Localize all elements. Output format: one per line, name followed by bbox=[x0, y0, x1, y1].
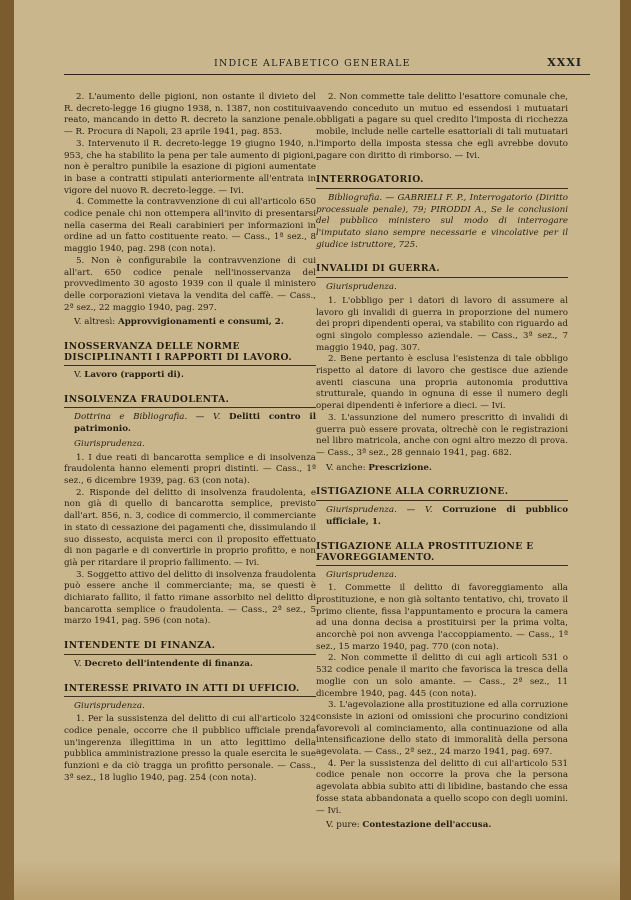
book-page bbox=[14, 0, 620, 900]
entry-paragraph: 2. Risponde del delitto di insolvenza fraudolenta, e non già di quello di bancarotta semplice, previsto dall'art. 856, n. 3, codice di commercio, il commerciante in stato di cessazione dei pagamenti che, dissimulando il suo dissesto, acquista merci con il proposito effettuato di non pagarle e di convertirle in proprio profitto, e non già per ritardare il proprio fallimento. — Ivi. bbox=[64, 487, 316, 568]
entry-paragraph: 2. Non commette tale delitto l'esattore comunale che, avendo conceduto un mutuo ed essendosi i mutuatari obbligati a pagare su quel credito l'imposta di ricchezza mobile, include nelle cartelle esattoriali di tali mutuatari l'importo della imposta stessa che egli avrebbe dovuto pagare con diritto di rimborso. — Ivi. bbox=[316, 92, 568, 161]
entry-paragraph: 4. Commette la contravvenzione di cui all'articolo 650 codice penale chi non ottempera all'invito di presentarsi nella caserma dei Reali carabinieri per informazioni in ordine ad un fatto costituente reato. — Cass., 1ª sez., 8 maggio 1940, pag. 298 (con nota). bbox=[64, 197, 316, 255]
section-heading: ISTIGAZIONE ALLA CORRUZIONE. bbox=[316, 486, 568, 501]
running-header bbox=[64, 56, 590, 75]
cross-reference: V. Lavoro (rapporti di). bbox=[74, 370, 184, 381]
section-heading: ISTIGAZIONE ALLA PROSTITUZIONE E FAVOREGGIAMENTO. bbox=[316, 541, 568, 566]
subheading: Giurisprudenza. bbox=[74, 700, 145, 711]
entry-paragraph: 1. Commette il delitto di favoreggiamento alla prostituzione, e non già soltanto tentativo, chi, trovato il primo cliente, fissa l'appuntamento e procura la camera ad una donna decisa a prostituirsi per la prima volta, ancorchè poi non avvenga l'accoppiamento. — Cass., 1ª sez., 15 marzo 1940, pag. 770 (con nota). bbox=[316, 583, 568, 652]
entry-paragraph: 3. Soggetto attivo del delitto di insolvenza fraudolenta può essere anche il commerciante; ma, se questi è dichiarato fallito, il fatto rimane assorbito nel delitto di bancarotta semplice o fraudolenta. — Cass., 2ª sez., 5 marzo 1941, pag. 596 (con nota). bbox=[64, 569, 317, 627]
entry-paragraph: 2. Bene pertanto è esclusa l'esistenza di tale obbligo rispetto al datore di lavoro che gestisce due aziende aventi ciascuna una propria autonomia produttiva strutturale, quando in ognuna di esse il numero degli operai dipendenti è inferiore a dieci. — Ivi. bbox=[316, 354, 568, 412]
header-title: INDICE ALFABETICO GENERALE bbox=[214, 58, 411, 69]
entry-paragraph: 4. Per la sussistenza del delitto di cui all'articolo 531 codice penale non occorre la prova che la persona agevolata abbia subito atti di libidine, bastando che essa fosse stata abbandonata a quello scopo con degli uomini. — Ivi. bbox=[316, 758, 568, 816]
cross-reference: V. pure: Contestazione dell'accusa. bbox=[326, 820, 492, 831]
section-heading: INOSSERVANZA DELLE NORME DISCIPLINANTI I RAPPORTI DI LAVORO. bbox=[64, 341, 316, 366]
cross-reference: V. anche: Prescrizione. bbox=[326, 462, 432, 473]
entry-paragraph: 1. L'obbligo per i datori di lavoro di assumere al lavoro gli invalidi di guerra in proporzione del numero dei propri dipendenti operai, va stabilito con riguardo ad ogni singolo complesso aziendale. — Cass., 3ª sez., 7 maggio 1940, pag. 307. bbox=[316, 295, 568, 353]
entry-paragraph: 3. Intervenuto il R. decreto-legge 19 giugno 1940, n. 953, che ha stabilito la pena per tale aumento di pigioni, non è peraltro punibile la esazione di pigioni aumentate in base a contratti stipulati anteriormente all'entrata in vigore del nuovo R. decreto-legge. — Ivi. bbox=[64, 138, 316, 196]
left-column bbox=[64, 92, 316, 784]
subheading: Giurisprudenza. bbox=[326, 569, 397, 580]
cross-reference: V. altresì: Approvvigionamenti e consumi, 2. bbox=[74, 317, 284, 328]
entry-paragraph: 5. Non è configurabile la contravvenzione di cui all'art. 650 codice penale nell'inosservanza del provvedimento 30 agosto 1939 con il quale il ministero delle corporazioni vietava la vendita del caffè. — Cass., 2ª sez., 22 maggio 1940, pag. 297. bbox=[64, 255, 316, 313]
cross-reference: Giurisprudenza. — V. Corruzione di pubblico ufficiale, 1. bbox=[326, 505, 568, 527]
entry-paragraph: 2. L'aumento delle pigioni, non ostante il divieto del R. decreto-legge 16 giugno 1938, n. 1387, non costituiva reato, mancando in detto R. decreto la sanzione penale. — R. Procura di Napoli, 23 aprile 1941, pag. 853. bbox=[64, 92, 316, 138]
section-heading: INTENDENTE DI FINANZA. bbox=[64, 640, 316, 655]
entry-paragraph: 3. L'agevolazione alla prostituzione ed alla corruzione consiste in azioni od omissioni che procurino condizioni favorevoli al cominciamento, alla continuazione od alla intensificazione dello stato di immoralità della persona agevolata. — Cass., 2ª sez., 24 marzo 1941, pag. 697. bbox=[316, 700, 568, 758]
page-number: XXXI bbox=[547, 56, 582, 69]
section-heading: INTERROGATORIO. bbox=[316, 174, 568, 189]
right-column bbox=[316, 92, 568, 832]
subheading: Giurisprudenza. bbox=[74, 438, 145, 449]
section-heading: INTERESSE PRIVATO IN ATTI DI UFFICIO. bbox=[64, 683, 316, 697]
entry-paragraph: 2. Non commette il delitto di cui agli articoli 531 o 532 codice penale il marito che favorisca la tresca della moglie con un solo amante. — Cass., 2ª sez., 11 dicembre 1940, pag. 445 (con nota). bbox=[316, 653, 568, 699]
bibliography-text: Bibliografia. — GABRIELI F. P., Interrogatorio (Diritto processuale penale), 79; PIRODDI A., Se le conclusioni del pubblico ministero sul modo di interrogare l'imputato siano sempre necessarie e vincolative per il giudice istruttore, 725. bbox=[316, 192, 568, 250]
entry-paragraph: 3. L'assunzione del numero prescritto di invalidi di guerra può essere provata, oltrechè con le registrazioni nel libro matricola, anche con ogni altro mezzo di prova. — Cass., 3ª sez., 28 gennaio 1941, pag. 682. bbox=[316, 412, 568, 458]
entry-paragraph: 1. I due reati di bancarotta semplice e di insolvenza fraudolenta hanno elementi propri distinti. — Cass., 1ª sez., 6 dicembre 1939, pag. 63 (con nota). bbox=[64, 452, 316, 486]
cross-reference: V. Decreto dell'intendente di finanza. bbox=[74, 658, 253, 669]
entry-paragraph: 1. Per la sussistenza del delitto di cui all'articolo 324 codice penale, occorre che il pubblico ufficiale prenda un'ingerenza illegittima in un atto legittimo della pubblica amministrazione presso la quale esercita le sue funzioni e da ciò tragga un profitto personale. — Cass., 3ª sez., 18 luglio 1940, pag. 254 (con nota). bbox=[64, 714, 316, 783]
subheading: Giurisprudenza. bbox=[326, 282, 397, 293]
section-heading: INVALIDI DI GUERRA. bbox=[316, 263, 568, 278]
section-heading: INSOLVENZA FRAUDOLENTA. bbox=[64, 394, 316, 409]
cross-reference: Dottrina e Bibliografia. — V. Delitti contro il patrimonio. bbox=[74, 412, 316, 435]
